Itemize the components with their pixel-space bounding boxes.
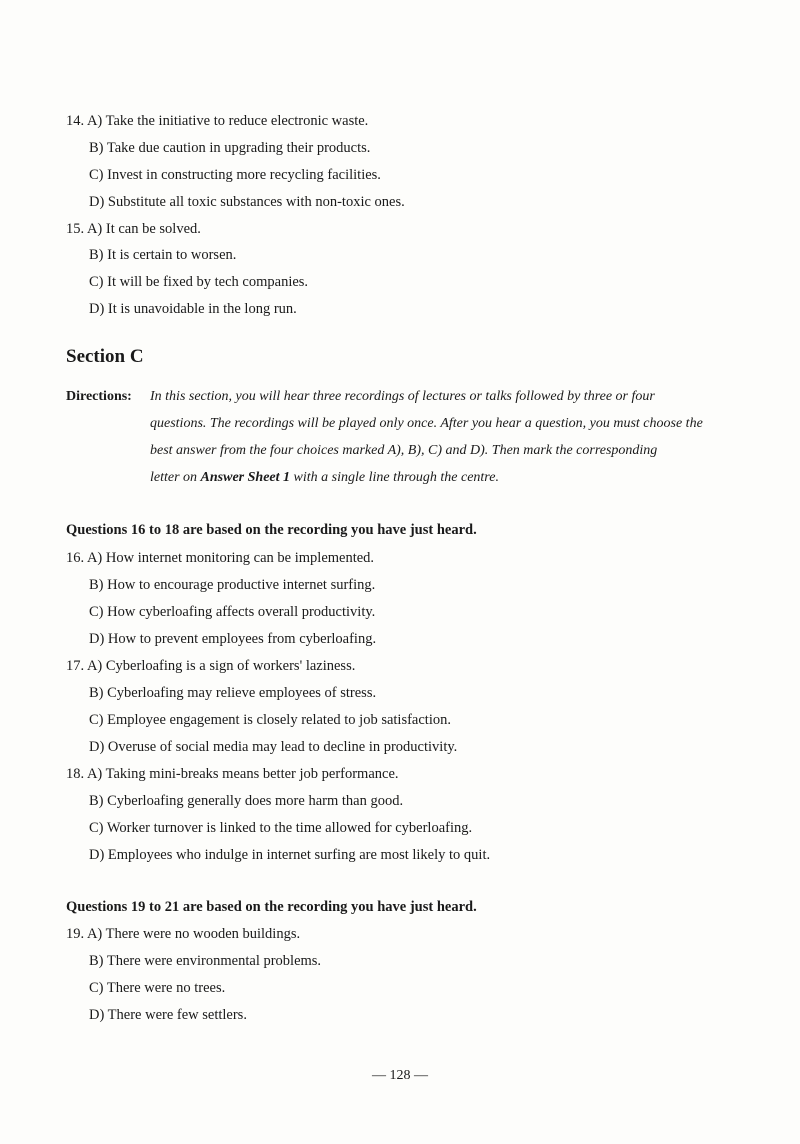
answer-sheet-ref: Answer Sheet 1: [200, 470, 291, 485]
question-17-option-a: [66, 657, 355, 675]
question-14-option-b: B) Take due caution in upgrading their products.: [89, 140, 371, 156]
question-16-option-a: [66, 549, 374, 567]
question-17-option-b: B) Cyberloafing may relieve employees of stress.: [89, 685, 377, 701]
directions-line-3: best answer from the four choices marked A), B), C) and D). Then mark the corresponding: [150, 443, 658, 458]
option-text: A) Cyberloafing is a sign of workers' laziness.: [86, 658, 356, 674]
option-text: A) It can be solved.: [86, 221, 201, 237]
question-number: 14.: [66, 113, 85, 129]
section-title: Section C: [66, 346, 144, 367]
question-18-option-a: [66, 765, 399, 783]
question-15-option-b: B) It is certain to worsen.: [89, 247, 237, 263]
option-text: A) Take the initiative to reduce electronic waste.: [86, 113, 369, 129]
question-19-option-c: C) There were no trees.: [89, 980, 226, 996]
question-17-option-c: C) Employee engagement is closely related to job satisfaction.: [89, 712, 451, 728]
question-number: 16.: [66, 550, 85, 566]
question-18-option-d: D) Employees who indulge in internet surfing are most likely to quit.: [89, 847, 491, 863]
question-19-option-b: B) There were environmental problems.: [89, 953, 322, 969]
page-number: — 128 —: [372, 1068, 428, 1083]
option-text: A) How internet monitoring can be implemented.: [86, 550, 375, 566]
question-15-option-a: [66, 220, 201, 238]
option-text: A) There were no wooden buildings.: [86, 926, 301, 942]
question-15-option-c: C) It will be fixed by tech companies.: [89, 274, 309, 290]
question-17-option-d: D) Overuse of social media may lead to decline in productivity.: [89, 739, 458, 755]
question-14-option-a: [66, 112, 368, 130]
question-number: 19.: [66, 926, 85, 942]
directions-label: Directions:: [66, 389, 132, 404]
question-16-option-d: D) How to prevent employees from cyberloafing.: [89, 631, 377, 647]
question-number: 17.: [66, 658, 85, 674]
question-18-option-c: C) Worker turnover is linked to the time allowed for cyberloafing.: [89, 820, 473, 836]
question-14-option-c: C) Invest in constructing more recycling facilities.: [89, 167, 381, 183]
question-number: 15.: [66, 221, 85, 237]
question-16-option-b: B) How to encourage productive internet surfing.: [89, 577, 376, 593]
question-group-heading: Questions 16 to 18 are based on the recording you have just heard.: [66, 522, 477, 538]
question-15-option-d: D) It is unavoidable in the long run.: [89, 301, 297, 317]
question-18-option-b: B) Cyberloafing generally does more harm than good.: [89, 793, 404, 809]
option-text: A) Taking mini-breaks means better job performance.: [86, 766, 399, 782]
question-number: 18.: [66, 766, 85, 782]
question-14-option-d: D) Substitute all toxic substances with non-toxic ones.: [89, 194, 405, 210]
question-19-option-d: D) There were few settlers.: [89, 1007, 247, 1023]
question-group-heading: Questions 19 to 21 are based on the recording you have just heard.: [66, 899, 477, 915]
directions-line-2: questions. The recordings will be played only once. After you hear a question, you must choose the: [150, 416, 703, 431]
directions-line-4: letter on Answer Sheet 1 with a single line through the centre.: [150, 470, 499, 485]
question-19-option-a: [66, 925, 300, 943]
directions-line-1: In this section, you will hear three recordings of lectures or talks followed by three or four: [150, 389, 655, 404]
question-16-option-c: C) How cyberloafing affects overall productivity.: [89, 604, 376, 620]
